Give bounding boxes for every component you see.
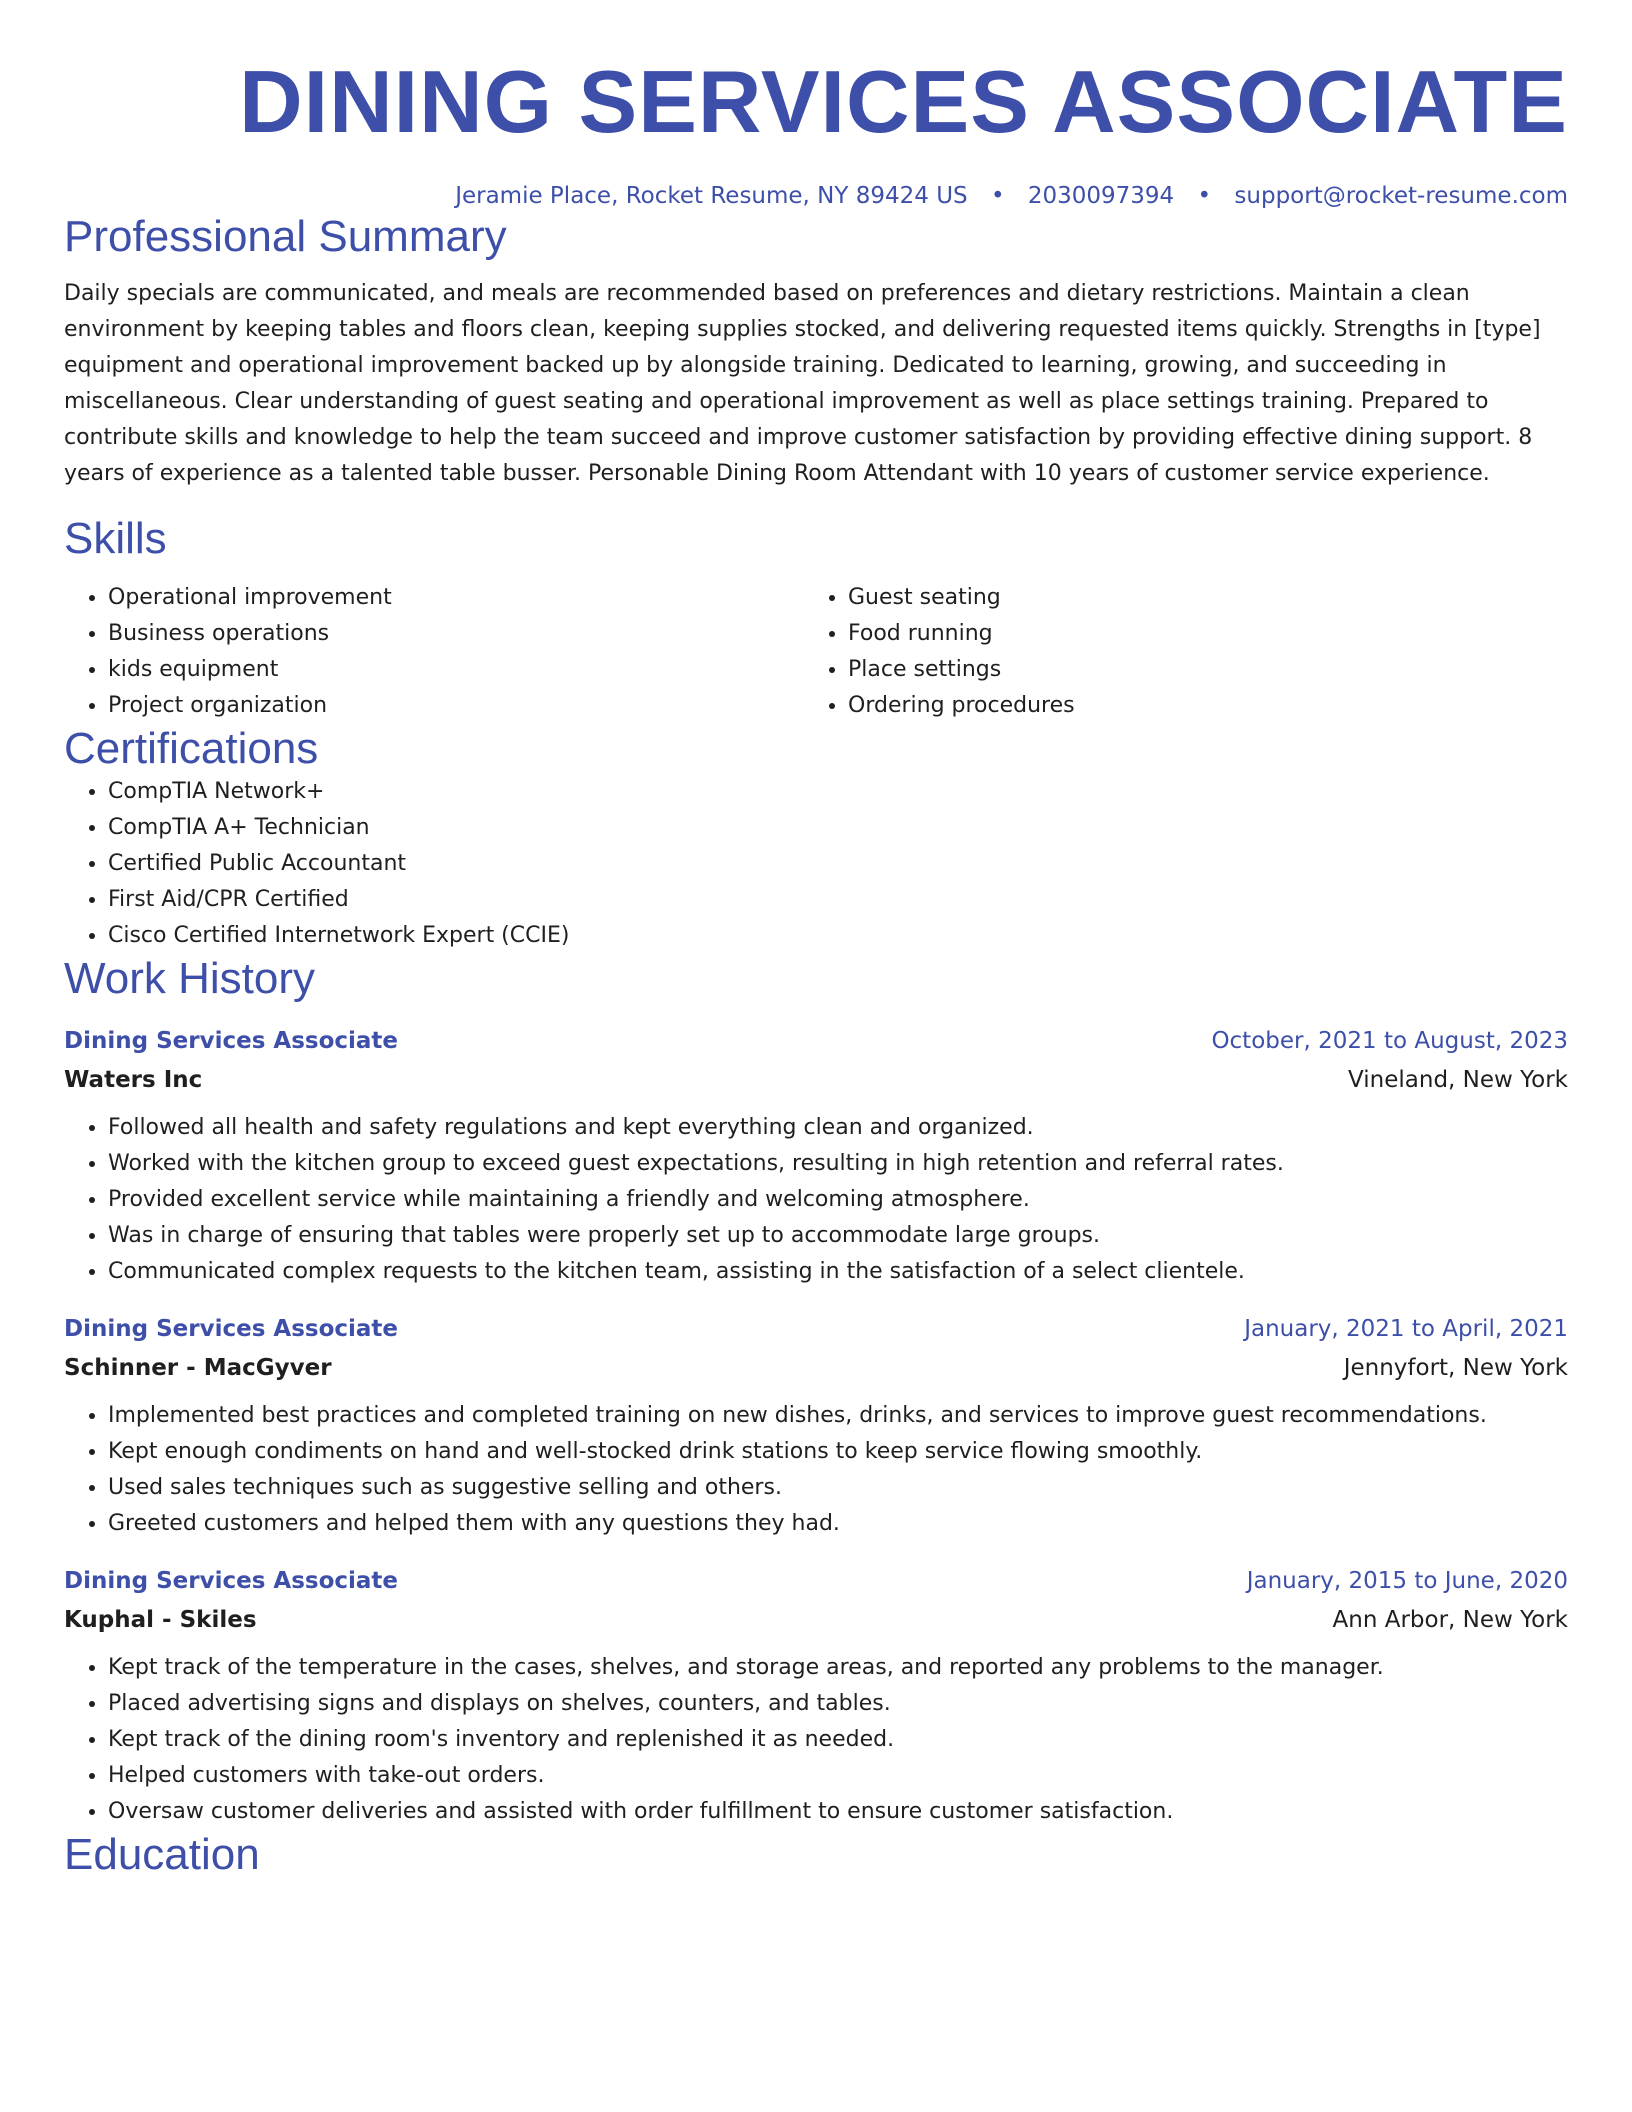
resume-header bbox=[64, 0, 1568, 212]
job-entry bbox=[64, 1562, 1568, 1830]
skills-list-left bbox=[64, 580, 804, 724]
summary-section bbox=[64, 212, 1568, 492]
job-title-row bbox=[64, 1310, 1568, 1348]
certification-item: • Certified Public Accountant bbox=[108, 846, 1568, 882]
job-duty: • Kept track of the temperature in the cases, shelves, and storage areas, and reported any problems to the manager. bbox=[108, 1650, 1568, 1686]
job-duty: • Communicated complex requests to the kitchen team, assisting in the satisfaction of a select clientele. bbox=[108, 1254, 1568, 1290]
contact-phone: 2030097394 bbox=[1027, 183, 1175, 209]
job-company: Waters Inc bbox=[64, 1067, 203, 1093]
skill-item: • Place settings bbox=[848, 652, 1544, 688]
certification-item: • First Aid/CPR Certified bbox=[108, 882, 1568, 918]
skills-column-right bbox=[804, 580, 1544, 724]
skill-item: • Ordering procedures bbox=[848, 688, 1544, 724]
job-duty: • Provided excellent service while maintaining a friendly and welcoming atmosphere. bbox=[108, 1182, 1568, 1218]
skill-item: • Project organization bbox=[108, 688, 804, 724]
contact-email: support@rocket-resume.com bbox=[1234, 183, 1568, 209]
job-duty: • Placed advertising signs and displays on shelves, counters, and tables. bbox=[108, 1686, 1568, 1722]
job-location: Vineland, New York bbox=[1348, 1067, 1568, 1093]
certification-item: • CompTIA Network+ bbox=[108, 774, 1568, 810]
summary-heading: Professional Summary bbox=[64, 212, 507, 261]
job-duty: • Kept track of the dining room's inventory and replenished it as needed. bbox=[108, 1722, 1568, 1758]
job-company-row bbox=[64, 1348, 1568, 1388]
contact-address: Jeramie Place, Rocket Resume, NY 89424 US bbox=[455, 183, 968, 209]
job-company-row bbox=[64, 1600, 1568, 1640]
job-entry bbox=[64, 1022, 1568, 1290]
skills-column-left bbox=[64, 580, 804, 724]
contact-line bbox=[64, 180, 1568, 212]
education-section bbox=[64, 1830, 1568, 1880]
skills-grid bbox=[64, 580, 1568, 724]
skill-item: • Guest seating bbox=[848, 580, 1544, 616]
resume-title: DINING SERVICES ASSOCIATE bbox=[239, 52, 1568, 151]
job-duty: • Worked with the kitchen group to exceed guest expectations, resulting in high retention and referral rates. bbox=[108, 1146, 1568, 1182]
job-duty: • Helped customers with take-out orders. bbox=[108, 1758, 1568, 1794]
job-duty: • Oversaw customer deliveries and assisted with order fulfillment to ensure customer satisfaction. bbox=[108, 1794, 1568, 1830]
job-location: Jennyfort, New York bbox=[1343, 1355, 1568, 1381]
skill-item: • Food running bbox=[848, 616, 1544, 652]
education-heading: Education bbox=[64, 1830, 260, 1879]
skill-item: • kids equipment bbox=[108, 652, 804, 688]
job-title-row bbox=[64, 1562, 1568, 1600]
job-company: Kuphal - Skiles bbox=[64, 1607, 257, 1633]
work-history-heading: Work History bbox=[64, 954, 315, 1003]
job-duty: • Kept enough condiments on hand and well-stocked drink stations to keep service flowing smoothly. bbox=[108, 1434, 1568, 1470]
job-duty: • Used sales techniques such as suggestive selling and others. bbox=[108, 1470, 1568, 1506]
certifications-list bbox=[64, 774, 1568, 954]
job-company-row bbox=[64, 1060, 1568, 1100]
certification-item: • CompTIA A+ Technician bbox=[108, 810, 1568, 846]
job-duty: • Was in charge of ensuring that tables were properly set up to accommodate large groups. bbox=[108, 1218, 1568, 1254]
job-duty: • Followed all health and safety regulations and kept everything clean and organized. bbox=[108, 1110, 1568, 1146]
job-dates: January, 2021 to April, 2021 bbox=[1244, 1316, 1568, 1342]
job-duties-list bbox=[64, 1650, 1568, 1830]
job-title: Dining Services Associate bbox=[64, 1316, 399, 1342]
skill-item: • Operational improvement bbox=[108, 580, 804, 616]
work-history-section bbox=[64, 954, 1568, 1830]
skills-section bbox=[64, 514, 1568, 724]
job-dates: October, 2021 to August, 2023 bbox=[1211, 1028, 1568, 1054]
skill-item: • Business operations bbox=[108, 616, 804, 652]
contact-separator: • bbox=[990, 183, 1005, 209]
job-dates: January, 2015 to June, 2020 bbox=[1246, 1568, 1568, 1594]
certifications-heading: Certifications bbox=[64, 724, 319, 773]
job-duties-list bbox=[64, 1398, 1568, 1542]
job-entry bbox=[64, 1310, 1568, 1542]
job-title: Dining Services Associate bbox=[64, 1028, 399, 1054]
job-duties-list bbox=[64, 1110, 1568, 1290]
certifications-section bbox=[64, 724, 1568, 954]
summary-text: Daily specials are communicated, and meals are recommended based on preferences and dietary restrictions. Maintain a clean environment by keeping tables and floors clean, keeping supplies stocked, and delivering requested items quickly. Strengths in [type] equipment and operational improvement backed up by alongside training. Dedicated to learning, growing, and succeeding in miscellaneous. Clear understanding of guest seating and operational improvement as well as place settings training. Prepared to contribute skills and knowledge to help the team succeed and improve customer satisfaction by providing effective dining support. 8 years of experience as a talented table busser. Personable Dining Room Attendant with 10 years of customer service experience. bbox=[64, 281, 1541, 486]
job-company: Schinner - MacGyver bbox=[64, 1355, 332, 1381]
skills-list-right bbox=[804, 580, 1544, 724]
job-duty: • Greeted customers and helped them with any questions they had. bbox=[108, 1506, 1568, 1542]
job-location: Ann Arbor, New York bbox=[1332, 1607, 1568, 1633]
job-title: Dining Services Associate bbox=[64, 1568, 399, 1594]
contact-separator: • bbox=[1197, 183, 1212, 209]
certification-item: • Cisco Certified Internetwork Expert (CCIE) bbox=[108, 918, 1568, 954]
job-duty: • Implemented best practices and completed training on new dishes, drinks, and services to improve guest recommendations. bbox=[108, 1398, 1568, 1434]
job-title-row bbox=[64, 1022, 1568, 1060]
skills-heading: Skills bbox=[64, 514, 167, 563]
